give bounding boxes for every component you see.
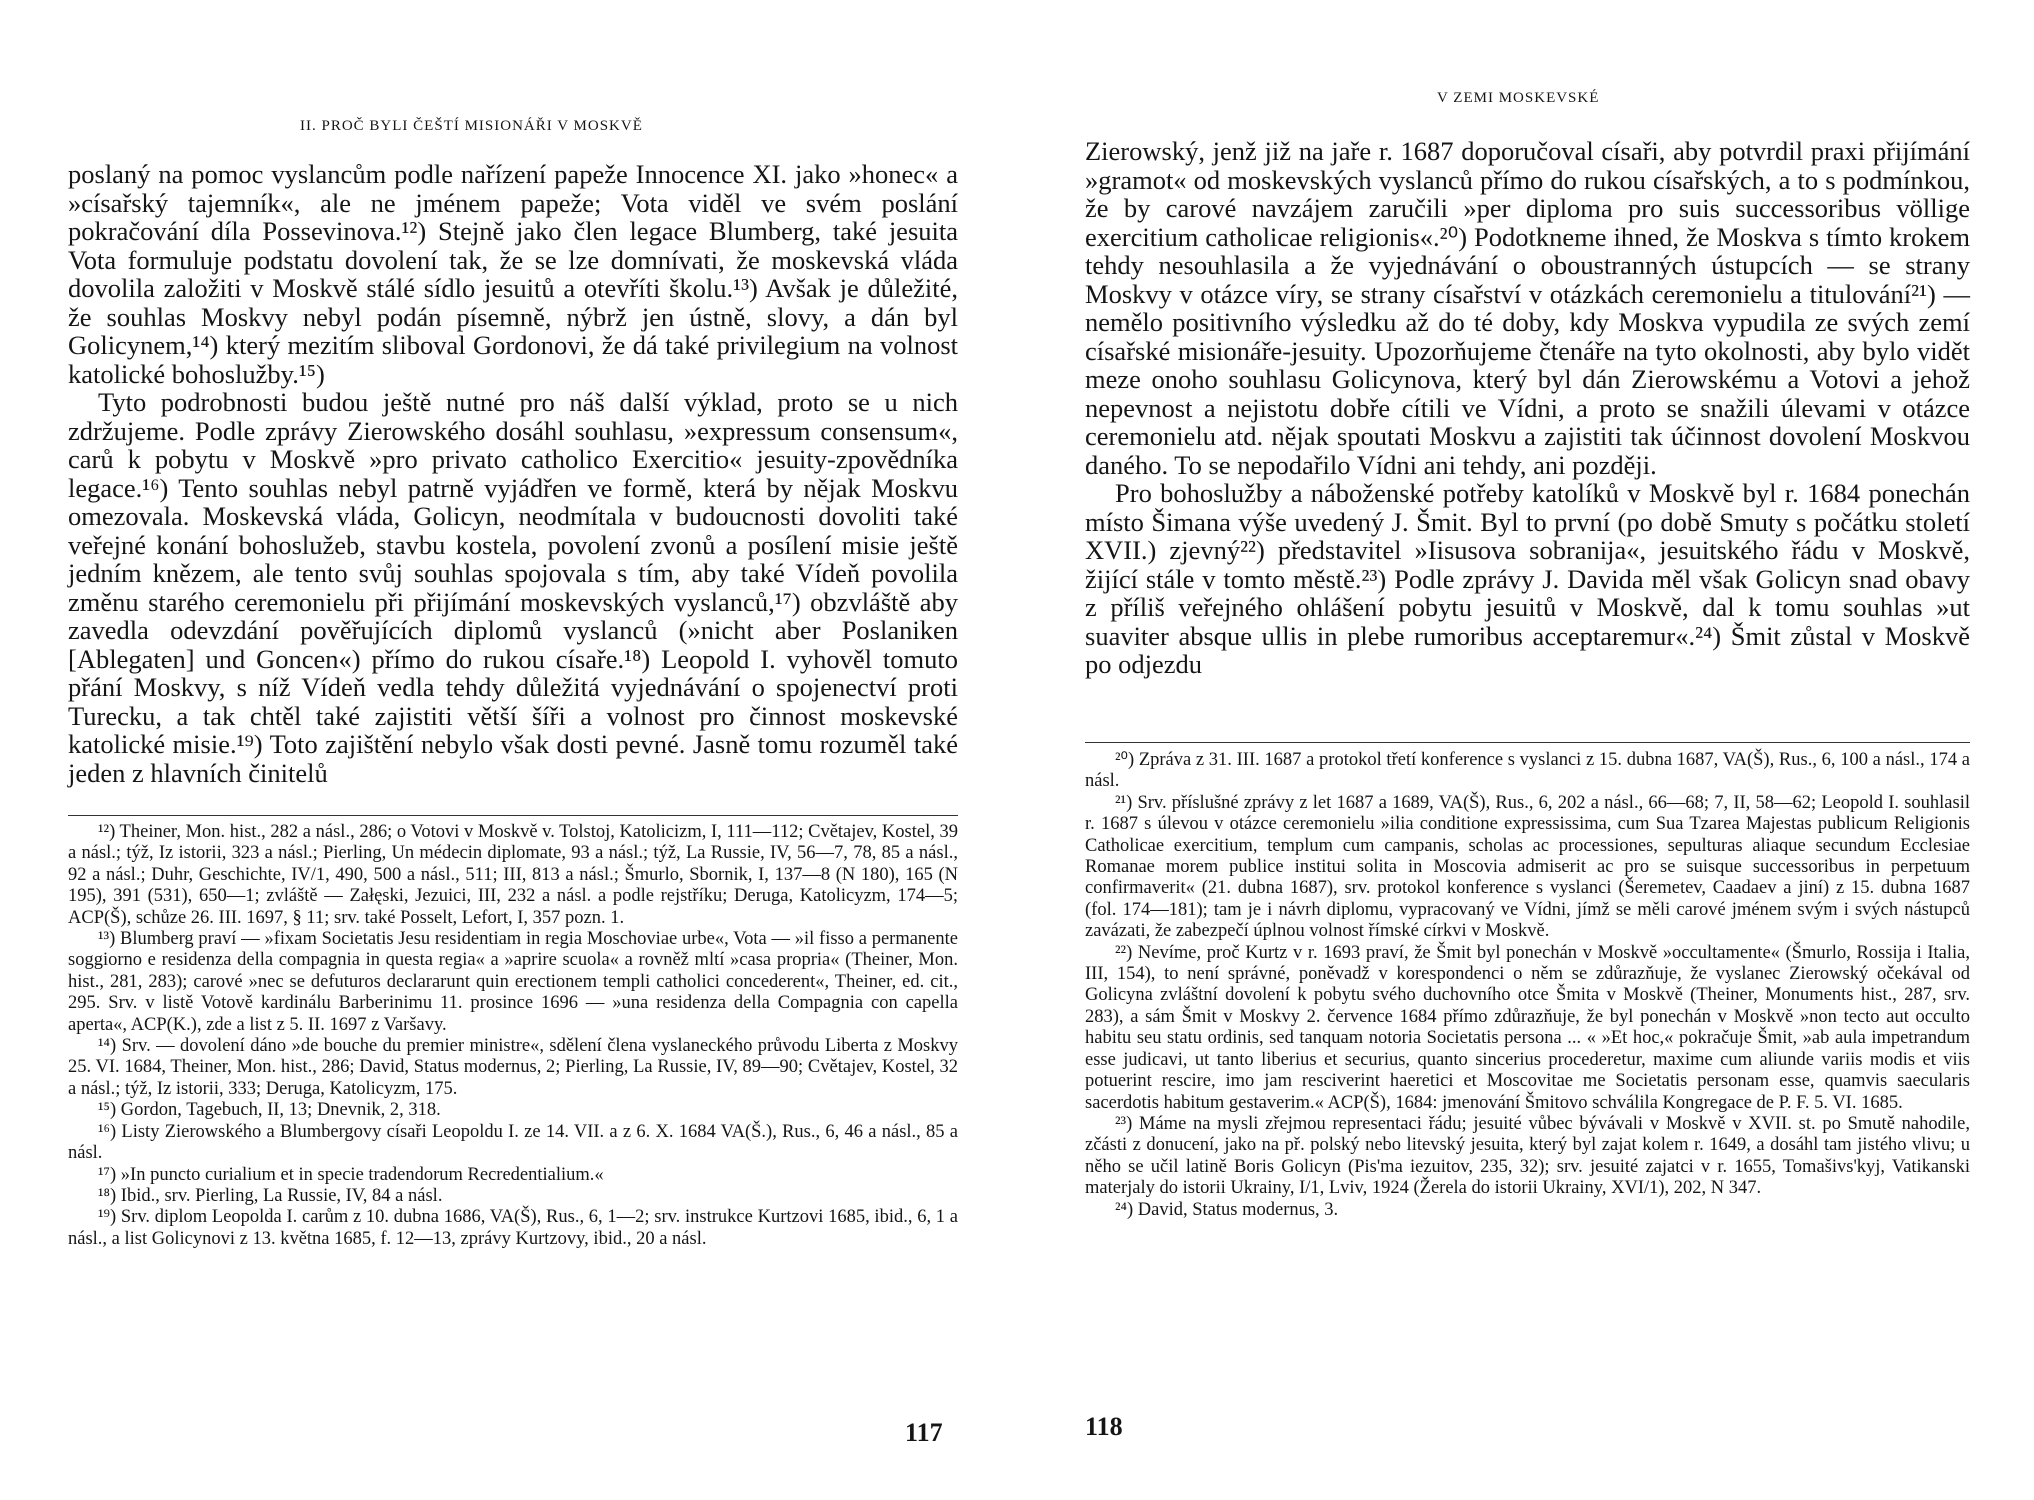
footnote-divider	[68, 815, 958, 816]
paragraph: poslaný na pomoc vyslancům podle nařízení papeže Innocence XI. jako »honec« a »císařský tajemník«, ale ne jménem papeže; Vota viděl ve svém poslání pokračování díla Possevinova.¹²) Stejně jako člen legace Blumberg, také jesuita Vota formuluje podstatu dovolení tak, že se lze domnívati, že moskevská vláda dovolila založiti v Moskvě stálé sídlo jesuitů a otevříti školu.¹³) Avšak je důležité, že souhlas Moskvy nebyl podán písemně, nýbrž jen ústně, slovy, a dán byl Golicynem,¹⁴) který mezitím sliboval Gordonovi, že dá také privilegium na volnost katolické bohoslužby.¹⁵)	[68, 159, 958, 389]
paragraph: Pro bohoslužby a náboženské potřeby katolíků v Moskvě byl r. 1684 ponechán místo Šimana výše uvedený J. Šmit. Byl to první (po době Smuty s počátku století XVII.) zjevný²²) představitel »Iisusova sobranija«, jesuitského řádu v Moskvě, žijící stále v tomto městě.²³) Podle zprávy J. Davida měl však Golicyn snad obavy z příliš veřejného ohlášení pobytu jesuitů v Moskvě, dal k tomu souhlas »ut suaviter absque ullis in plebe rumoribus acceptaremur«.²⁴) Šmit zůstal v Moskvě po odjezdu	[1085, 478, 1970, 679]
footnote: ²⁰) Zpráva z 31. III. 1687 a protokol třetí konference s vyslanci z 15. dubna 1687, VA(Š), Rus., 6, 100 a násl., 174 a násl.	[1085, 750, 1970, 792]
footnote: ²²) Nevíme, proč Kurtz v r. 1693 praví, že Šmit byl ponechán v Moskvě »occultamente« (Šmurlo, Rossija i Italia, III, 154), to není správné, poněvadž v korespondenci o něm se zdůrazňuje, že vyslanec Zierowský očekával od Golicyna zvláštní dovolení k pobytu svého duchovního otce Šmita v Moskvě (Theiner, Monuments hist., 287, srv. 283), a sám Šmit v Moskvy 2. července 1684 přímo zdůrazňuje, že byl ponechán v Moskvě »non tecto aut occulto habitu seu statu ordinis, sed tanquam notoria Societatis persona ... « »Et hoc,« pokračuje Šmit, »ab aula impetrandum esse judicavi, ut tanto liberius et securius, quanto sincerius procederetur, maxime cum aliunde variis modis et viis potuerint rescire, imo jam resciverint haeretici et Moscovitae me Societatis personam esse, quamvis saecularis sacerdotis habitum gestaverim.« ACP(Š), 1684: jmenování Šmitovo schválila Kongregace de P. F. 5. VI. 1685.	[1085, 942, 1970, 1113]
footnote: ¹²) Theiner, Mon. hist., 282 a násl., 286; o Votovi v Moskvě v. Tolstoj, Katolicizm, I, 111—112; Cvětajev, Kostel, 39 a násl.; týž, Iz istorii, 323 a násl.; Pierling, Un médecin diplomate, 93 a násl.; týž, La Russie, IV, 56—7, 78, 85 a násl., 92 a násl.; Duhr, Geschichte, IV/1, 490, 500 a násl., 511; III, 813 a násl.; Šmurlo, Sbornik, I, 137—8 (N 180), 165 (N 195), 391 (531), 650—1; zvláště — Załęski, Jezuici, III, 232 a násl. a podle rejstříku; Deruga, Katolicyzm, 174—5; ACP(Š), schůze 26. III. 1697, § 11; srv. také Posselt, Lefort, I, 357 pozn. 1.	[68, 822, 958, 928]
footnotes-left	[68, 822, 958, 1250]
footnotes-right	[1085, 750, 1970, 1221]
right-page	[1017, 0, 2034, 1500]
footnote: ¹³) Blumberg praví — »fixam Societatis Jesu residentiam in regia Moschoviae urbe«, Vota — »il fisso a permanente soggiorno e residenza della compagnia in questa regia« a »aprire scuola« a rovněž mltí »casa propria« (Theiner, Mon. hist., 281, 283); carové »nec se defuturos declararunt quin erectionem templi catholici concederent«, Theiner, ed. cit., 295. Srv. v listě Votově kardinálu Barberinimu 11. prosince 1696 — »una residenza della Compagnia con capella aperta«, ACP(K.), zde a list z 5. II. 1697 z Varšavy.	[68, 929, 958, 1035]
footnote: ²³) Máme na mysli zřejmou representaci řádu; jesuité vůbec bývávali v Moskvě v XVII. st. po Smutě nahodile, zčásti z donucení, jako na př. polský nebo litevský jesuita, který byl zajat kolem r. 1649, a dosáhl tam jistého vlivu; u něho se učil latině Boris Golicyn (Pis'ma iezuitov, 235, 32); srv. jesuité zajatci v r. 1655, Tomašivs'kyj, Vatikanski materjaly do istorii Ukrainy, I/1, Lviv, 1924 (Žerela do istorii Ukrainy, XVI/1), 202, N 347.	[1085, 1113, 1970, 1199]
footnote: ¹⁸) Ibid., srv. Pierling, La Russie, IV, 84 a násl.	[98, 1185, 443, 1206]
footnote: ²⁴) David, Status modernus, 3.	[1115, 1199, 1339, 1220]
main-text-left	[68, 160, 958, 787]
footnote: ¹⁷) »In puncto curialium et in specie tradendorum Recredentialium.«	[98, 1164, 604, 1185]
paragraph: Tyto podrobnosti budou ještě nutné pro náš další výklad, proto se u nich zdržujeme. Podle zprávy Zierowského dosáhl souhlasu, »expressum consensum«, carů k pobytu v Moskvě »pro privato catholico Exercitio« jesuity-zpovědníka legace.¹⁶) Tento souhlas nebyl patrně vyjádřen ve formě, která by nějak Moskvu omezovala. Moskevská vláda, Golicyn, neodmítala v budoucnosti dovoliti také veřejné konání bohoslužeb, stavbu kostela, povolení zvonů a posílení misie ještě jedním knězem, ale tento svůj souhlas spojovala s tím, aby také Vídeň povolila změnu starého ceremonielu při přijímání moskevských vyslanců,¹⁷) obzvláště aby zavedla odevzdání pověřujících diplomů vyslanců (»nicht aber Poslaniken [Ablegaten] und Goncen«) přímo do rukou císaře.¹⁸) Leopold I. vyhověl tomuto přání Moskvy, s níž Vídeň vedla tehdy důležitá vyjednávání o spojenectví proti Turecku, a tak chtěl také zajistiti větší šíři a volnost pro činnost moskevské katolické misie.¹⁹) Toto zajištění nebylo však dosti pevné. Jasně tomu rozuměl také jeden z hlavních činitelů	[68, 387, 958, 788]
running-head-right: V ZEMI MOSKEVSKÉ	[1437, 90, 1600, 106]
page-number-left: 117	[905, 1418, 943, 1447]
page-number-right: 118	[1085, 1412, 1123, 1441]
paragraph: Zierowský, jenž již na jaře r. 1687 doporučoval císaři, aby potvrdil praxi přijímání »gramot« od moskevských vyslanců přímo do rukou císařských, a to s podmínkou, že by carové navzájem zaručili »per diploma pro suis successoribus völlige exercitium catholicae religionis«.²⁰) Podotkneme ihned, že Moskva s tímto krokem tehdy nesouhlasila a že vyjednávání o oboustranných ústupcích — se strany Moskvy v otázce víry, se strany císařství v otázkách ceremonielu a titulování²¹) — nemělo positivního výsledku až do té doby, kdy Moskva vypudila ze svých zemí císařské misionáře-jesuity. Upozorňujeme čtenáře na tyto okolnosti, aby bylo vidět meze onoho souhlasu Golicynova, který byl dán Zierowskému a Votovi a jehož nepevnost a nejistotu dobře cítili ve Vídni, a proto se snažili úlevami v otázce ceremonielu atd. nějak spoutati Moskvu a zajistiti tak účinnost dovolení Moskvou daného. To se nepodařilo Vídni ani tehdy, ani později.	[1085, 136, 1970, 480]
footnote: ²¹) Srv. příslušné zprávy z let 1687 a 1689, VA(Š), Rus., 6, 202 a násl., 66—68; 7, II, 58—62; Leopold I. souhlasil r. 1687 s úlevou v otázce ceremonielu »ilia conditione expressissima, cum Sua Tzarea Majestas publicum Religionis Catholicae exercitium, templum cum campanis, scholas ac processiones, sepulturas aliaque secundum Ecclesiae Romanae morem publice institui solita in Moscovia admiserit ac pro se suisque successoribus in perpetuum confirmaverit« (21. dubna 1687), srv. protokol konference s vyslanci (Šeremetev, Caadaev a jiní) z 15. dubna 1687 (fol. 174—181); tam je i návrh diplomu, vypracovaný ve Vídni, jímž se měli carové jménem svým i svých nástupců zavázati, že zabezpečí úplnou volnost římské církvi v Moskvě.	[1085, 792, 1970, 942]
running-head-left: II. PROČ BYLI ČEŠTÍ MISIONÁŘI V MOSKVĚ	[300, 118, 643, 134]
main-text-right	[1085, 137, 1970, 679]
footnote-divider	[1085, 742, 1970, 743]
footnote: ¹⁶) Listy Zierowského a Blumbergovy císaři Leopoldu I. ze 14. VII. a z 6. X. 1684 VA(Š.), Rus., 6, 46 a násl., 85 a násl.	[68, 1121, 958, 1164]
footnote: ¹⁹) Srv. diplom Leopolda I. carům z 10. dubna 1686, VA(Š), Rus., 6, 1—2; srv. instrukce Kurtzovi 1685, ibid., 6, 1 a násl., a list Golicynovi z 13. května 1685, f. 12—13, zprávy Kurtzovy, ibid., 20 a násl.	[68, 1207, 958, 1249]
footnote: ¹⁵) Gordon, Tagebuch, II, 13; Dnevnik, 2, 318.	[98, 1100, 441, 1121]
footnote: ¹⁴) Srv. — dovolení dáno »de bouche du premier ministre«, sdělení člena vyslaneckého průvodu Liberta z Moskvy 25. VI. 1684, Theiner, Mon. hist., 286; David, Status modernus, 2; Pierling, La Russie, IV, 89—90; Cvětajev, Kostel, 32 a násl.; týž, Iz istorii, 333; Deruga, Katolicyzm, 175.	[68, 1036, 958, 1099]
